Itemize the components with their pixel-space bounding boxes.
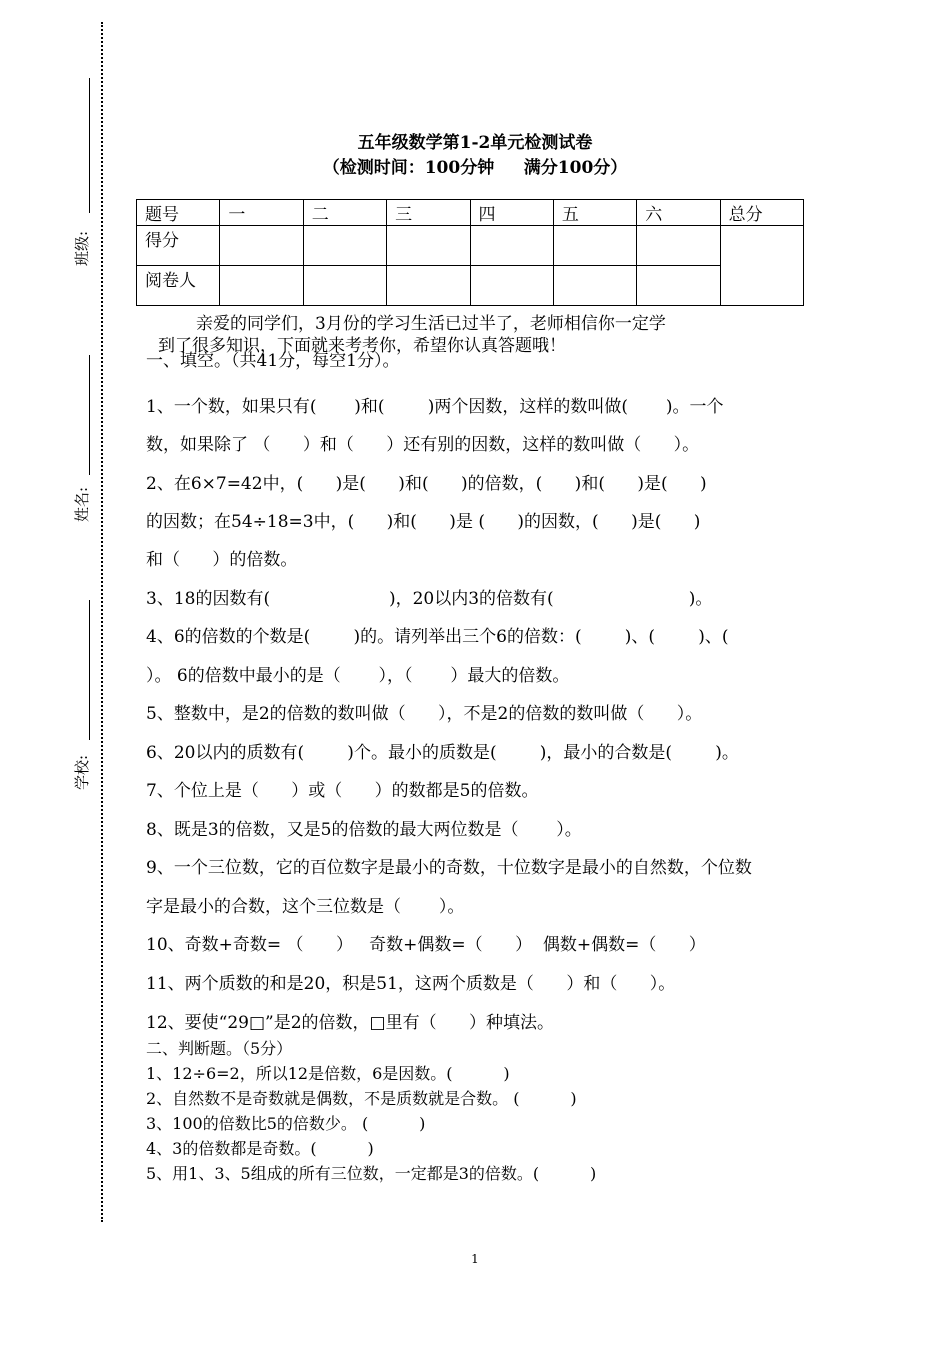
judge-line: 2、自然数不是奇数就是偶数，不是质数就是合数。 ( ) [146,1089,577,1108]
total-score-cell[interactable] [720,226,803,306]
school-label: 学校: [73,754,91,790]
score-table-header-cell: 题号 [137,200,220,226]
score-table [136,199,804,306]
grader-cell[interactable] [387,266,470,306]
score-cell[interactable] [553,226,636,266]
score-table-header-cell: 六 [637,200,720,226]
score-table-row [137,266,804,306]
question-line: 10、奇数+奇数= （ ） 奇数+偶数=（ ） 偶数+偶数=（ ） [146,935,706,955]
question-line: 4、6的倍数的个数是( )的。请列举出三个6的倍数：( )、( )、( [146,627,729,647]
judge-line: 5、用1、3、5组成的所有三位数，一定都是3的倍数。( ) [146,1164,597,1183]
grader-cell[interactable] [553,266,636,306]
score-row-label: 得分 [137,226,220,266]
score-table-row [137,226,804,266]
question-line: 6、20以内的质数有( )个。最小的质数是( )，最小的合数是( )。 [146,743,739,763]
section1-header-text: 一、填空。（共41分，每空1分）。 [146,351,400,371]
binding-dotted-line [101,22,103,1222]
score-table-header-cell: 总分 [720,200,803,226]
name-underline [89,355,90,475]
score-cell[interactable] [637,226,720,266]
question-line: 2、在6×7=42中，( )是( )和( )的倍数，( )和( )是( ) [146,474,707,494]
section2-title: 二、判断题。（5分） [146,1039,293,1058]
question-line: 字是最小的合数，这个三位数是（ ）。 [146,897,465,917]
intro-line-1: 亲爱的同学们，3月份的学习生活已过半了，老师相信你一定学 [196,314,666,334]
score-cell[interactable] [220,226,303,266]
score-table-header-cell: 一 [220,200,303,226]
section1-header [146,351,546,371]
score-table-header-cell: 四 [470,200,553,226]
score-table-header-row [137,200,804,226]
grader-cell[interactable] [303,266,386,306]
score-cell[interactable] [303,226,386,266]
question-line: 1、一个数，如果只有( )和( )两个因数，这样的数叫做( )。一个 [146,397,724,417]
grader-cell[interactable] [220,266,303,306]
question-line: 7、个位上是（ ）或（ ）的数都是5的倍数。 [146,781,539,801]
question-line: 的因数；在54÷18=3中，( )和( )是 ( )的因数，( )是( ) [146,512,701,532]
grader-cell[interactable] [637,266,720,306]
score-table-header-cell: 二 [303,200,386,226]
name-label: 姓名: [73,486,91,522]
question-line: 11、两个质数的和是20，积是51，这两个质数是（ ）和（ ）。 [146,974,676,994]
question-line: 数，如果除了 （ ）和（ ）还有别的因数，这样的数叫做（ ）。 [146,435,700,455]
school-underline [89,600,90,740]
page-number: 1 [471,1252,479,1266]
page-subtitle: （检测时间：100分钟 满分100分） [322,158,628,178]
question-line: ）。 6的倍数中最小的是（ ），（ ）最大的倍数。 [146,666,570,686]
score-table-header-cell: 五 [553,200,636,226]
page-title: 五年级数学第1-2单元检测试卷 [357,133,593,153]
question-line: 和（ ）的倍数。 [146,550,298,570]
question-line: 9、一个三位数，它的百位数字是最小的奇数，十位数字是最小的自然数，个位数 [146,858,752,878]
score-cell[interactable] [470,226,553,266]
judge-line: 1、12÷6=2，所以12是倍数，6是因数。( ) [146,1064,510,1083]
question-line: 8、既是3的倍数，又是5的倍数的最大两位数是（ ）。 [146,820,582,840]
judge-line: 4、3的倍数都是奇数。( ) [146,1139,374,1158]
grader-cell[interactable] [470,266,553,306]
intro-line-2: 到了很多知识，下面就来考考你，希望你认真答题哦！ [158,336,566,356]
question-line: 3、18的因数有( )，20以内3的倍数有( )。 [146,589,713,609]
question-line: 5、整数中，是2的倍数的数叫做（ ），不是2的倍数的数叫做（ ）。 [146,704,703,724]
score-cell[interactable] [387,226,470,266]
score-row-label: 阅卷人 [137,266,220,306]
class-label: 班级: [73,230,91,266]
question-line: 12、要使“29□”是2的倍数，□里有（ ）种填法。 [146,1013,555,1033]
score-table-header-cell: 三 [387,200,470,226]
judge-line: 3、100的倍数比5的倍数少。 ( ) [146,1114,426,1133]
